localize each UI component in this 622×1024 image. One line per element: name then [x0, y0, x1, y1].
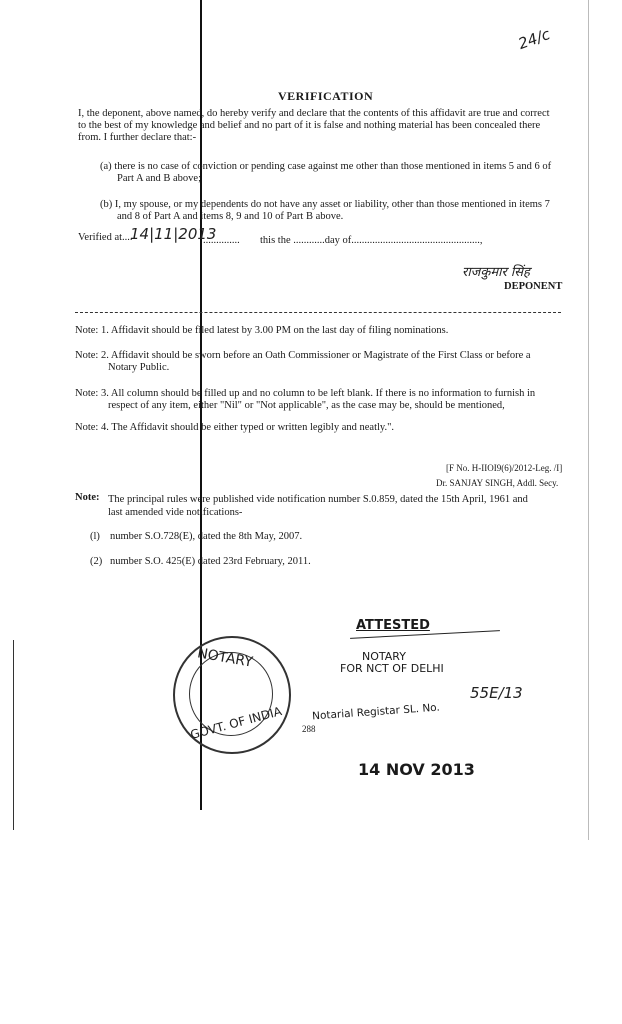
reference-number: [F No. H-IIOI9(6)/2012-Leg. /I]	[446, 463, 563, 473]
signatory: Dr. SANJAY SINGH, Addl. Secy.	[436, 478, 559, 488]
note-main-line-2: last amended vide notifications-	[108, 507, 243, 518]
intro-line-2: to the best of my knowledge and belief and no part of it is false and nothing material has been concealed there	[78, 120, 541, 131]
verified-at-label: Verified at....	[78, 232, 133, 243]
note-1: Note: 1. Affidavit should be filed latest by 3.00 PM on the last day of filing nominations.	[75, 325, 449, 336]
amendment-2-number: (2)	[90, 556, 103, 567]
verified-date: 14|11|2013	[130, 225, 217, 243]
this-the-line: this the ............day of.................................................,	[260, 235, 483, 246]
verified-dots: ..............	[203, 235, 240, 246]
page-mark: 24/c	[515, 25, 553, 53]
amendment-1-number: (l)	[90, 531, 100, 542]
item-a-line-1: (a) there is no case of conviction or pending case against me other than those mentioned in items 5 and 6 of	[100, 161, 552, 172]
intro-line-1: I, the deponent, above named, do hereby verify and declare that the contents of this affidavit are true and correct	[78, 108, 550, 119]
notarial-register: Notarial Registar SL. No.	[311, 701, 441, 723]
separator-line	[75, 312, 561, 313]
notary-stamp: NOTARY	[362, 650, 406, 663]
note-3-line-2: respect of any item, either "Nil" or "Not applicable", as the case may be, should be mentioned,	[108, 400, 505, 411]
item-b-line-2: and 8 of Part A and items 8, 9 and 10 of Part B above.	[117, 211, 344, 222]
deponent-signature: राजकुमार सिंह	[462, 265, 530, 280]
left-edge-line	[13, 640, 14, 830]
document-title: VERIFICATION	[278, 89, 374, 103]
note-3-line-1: Note: 3. All column should be filled up and no column to be left blank. If there is no information to furnish in	[75, 388, 536, 399]
note-2-line-1: Note: 2. Affidavit should be sworn before an Oath Commissioner or Magistrate of the First Class or before a	[75, 350, 531, 361]
note-4: Note: 4. The Affidavit should be either typed or written legibly and neatly.".	[75, 422, 395, 433]
date-stamp: 14 NOV 2013	[358, 760, 475, 779]
for-nct-stamp: FOR NCT OF DELHI	[340, 662, 444, 675]
note-main-line-1: The principal rules were published vide notification number S.0.859, dated the 15th April, 1961 and	[108, 494, 528, 505]
attested-stamp: ATTESTED	[356, 618, 430, 633]
seal-top-text: NOTARY	[196, 645, 254, 671]
item-b-line-1: (b) I, my spouse, or my dependents do not have any asset or liability, other than those mentioned in items 7	[100, 199, 550, 210]
intro-line-3: from. I further declare that:-	[78, 132, 197, 143]
seal-bottom-text: GOVT. OF INDIA	[188, 704, 284, 742]
notary-seal	[173, 636, 291, 754]
verified-at-text: Verified at	[78, 232, 123, 243]
item-a-line-2: Part A and B above;	[117, 173, 201, 184]
amendment-1: number S.O.728(E), dated the 8th May, 2007.	[110, 531, 303, 542]
note-label: Note:	[75, 492, 100, 503]
deponent-label: DEPONENT	[504, 281, 563, 292]
right-edge-line	[588, 0, 589, 840]
note-2-line-2: Notary Public.	[108, 362, 170, 373]
notarial-number: 55E/13	[470, 684, 523, 702]
amendment-2: number S.O. 425(E) dated 23rd February, 2011.	[110, 556, 311, 567]
page-number: 288	[302, 724, 316, 734]
